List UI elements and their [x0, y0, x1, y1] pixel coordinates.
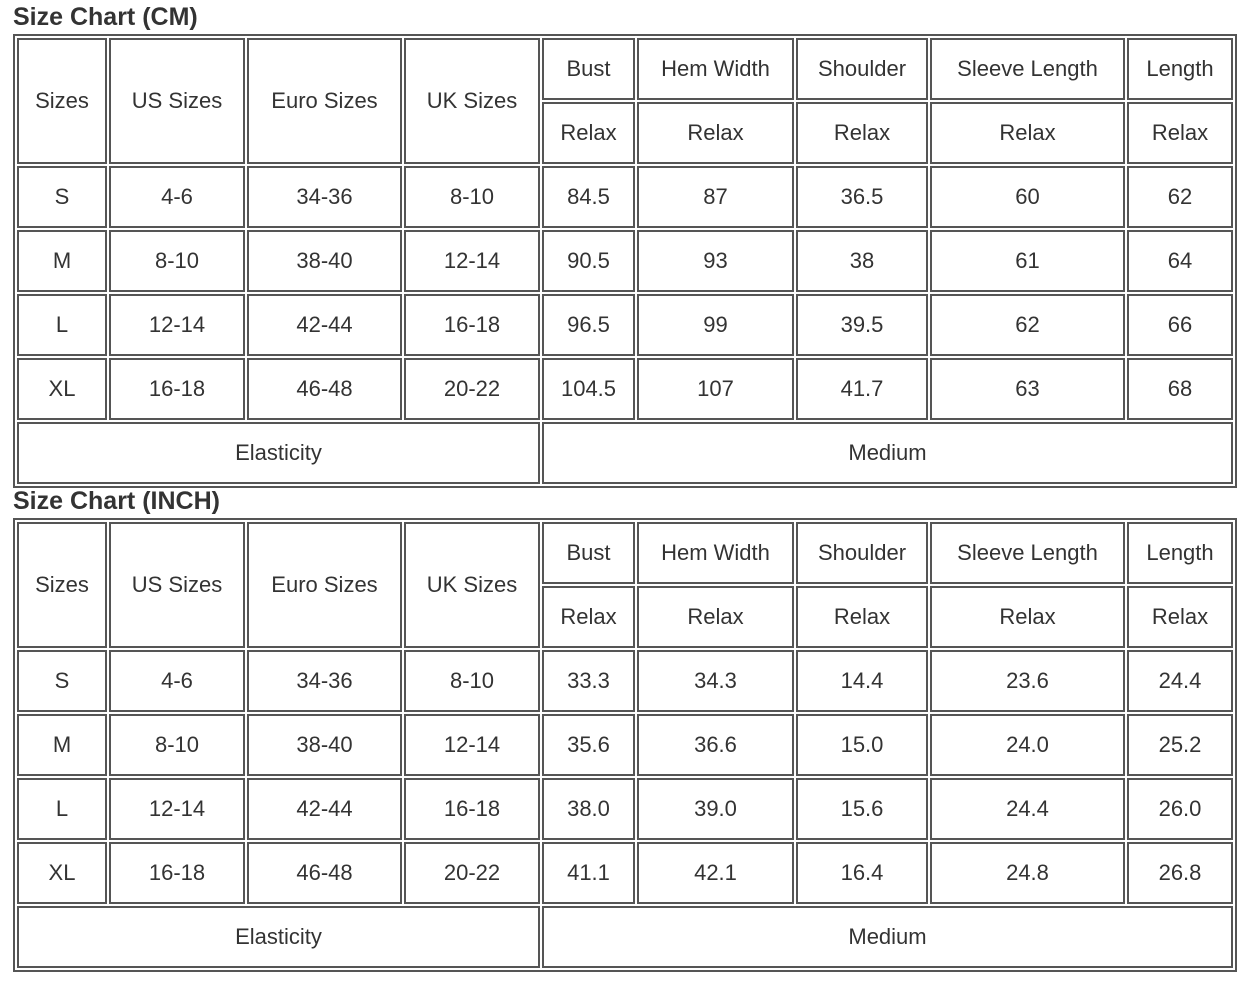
cell-bust: 38.0: [542, 778, 635, 840]
fit-label: Relax: [796, 102, 928, 164]
cell-sleeve-length: 24.4: [930, 778, 1125, 840]
cell-size: XL: [17, 842, 107, 904]
fit-label: Relax: [637, 586, 794, 648]
table-row: [17, 650, 1233, 712]
header-shoulder: Shoulder: [796, 522, 928, 584]
cell-uk: 20-22: [404, 842, 540, 904]
fit-label: Relax: [1127, 102, 1233, 164]
cell-shoulder: 16.4: [796, 842, 928, 904]
fit-label: Relax: [542, 102, 635, 164]
cell-hem-width: 99: [637, 294, 794, 356]
cell-euro: 38-40: [247, 230, 402, 292]
cell-us: 4-6: [109, 650, 245, 712]
cell-bust: 35.6: [542, 714, 635, 776]
cell-length: 26.0: [1127, 778, 1233, 840]
cell-bust: 84.5: [542, 166, 635, 228]
header-hem-width: Hem Width: [637, 522, 794, 584]
cell-size: L: [17, 778, 107, 840]
cell-length: 26.8: [1127, 842, 1233, 904]
elasticity-label: Elasticity: [17, 906, 540, 968]
cell-uk: 8-10: [404, 650, 540, 712]
cell-sleeve-length: 61: [930, 230, 1125, 292]
cell-sleeve-length: 23.6: [930, 650, 1125, 712]
table-row: [17, 842, 1233, 904]
cell-euro: 42-44: [247, 294, 402, 356]
cell-shoulder: 38: [796, 230, 928, 292]
header-uk-sizes: UK Sizes: [404, 38, 540, 164]
cell-uk: 12-14: [404, 714, 540, 776]
cell-size: M: [17, 230, 107, 292]
cell-size: L: [17, 294, 107, 356]
cell-euro: 34-36: [247, 650, 402, 712]
cell-hem-width: 36.6: [637, 714, 794, 776]
cell-euro: 34-36: [247, 166, 402, 228]
cell-length: 68: [1127, 358, 1233, 420]
cell-length: 66: [1127, 294, 1233, 356]
cell-length: 62: [1127, 166, 1233, 228]
cell-sleeve-length: 60: [930, 166, 1125, 228]
table-row: [17, 294, 1233, 356]
header-bust: Bust: [542, 38, 635, 100]
table-row: [17, 166, 1233, 228]
cell-us: 4-6: [109, 166, 245, 228]
table-row: [17, 778, 1233, 840]
cell-size: S: [17, 650, 107, 712]
cell-shoulder: 15.0: [796, 714, 928, 776]
cell-sleeve-length: 63: [930, 358, 1125, 420]
cell-us: 8-10: [109, 230, 245, 292]
header-bust: Bust: [542, 522, 635, 584]
fit-label: Relax: [1127, 586, 1233, 648]
header-sleeve-length: Sleeve Length: [930, 38, 1125, 100]
cell-size: XL: [17, 358, 107, 420]
fit-label: Relax: [542, 586, 635, 648]
footer-row: [17, 906, 1233, 968]
cell-bust: 90.5: [542, 230, 635, 292]
header-row: [17, 38, 1233, 100]
cell-euro: 46-48: [247, 842, 402, 904]
cell-length: 24.4: [1127, 650, 1233, 712]
cell-hem-width: 93: [637, 230, 794, 292]
cell-hem-width: 107: [637, 358, 794, 420]
header-shoulder: Shoulder: [796, 38, 928, 100]
fit-label: Relax: [930, 586, 1125, 648]
header-length: Length: [1127, 38, 1233, 100]
header-sizes: Sizes: [17, 38, 107, 164]
elasticity-label: Elasticity: [17, 422, 540, 484]
cell-sleeve-length: 24.8: [930, 842, 1125, 904]
header-sleeve-length: Sleeve Length: [930, 522, 1125, 584]
fit-label: Relax: [796, 586, 928, 648]
cell-uk: 16-18: [404, 778, 540, 840]
cell-us: 16-18: [109, 358, 245, 420]
cell-size: S: [17, 166, 107, 228]
header-sizes: Sizes: [17, 522, 107, 648]
header-us-sizes: US Sizes: [109, 38, 245, 164]
cell-us: 12-14: [109, 294, 245, 356]
cell-size: M: [17, 714, 107, 776]
header-length: Length: [1127, 522, 1233, 584]
size-chart-inch-title: Size Chart (INCH): [13, 487, 220, 515]
cell-uk: 8-10: [404, 166, 540, 228]
cell-bust: 33.3: [542, 650, 635, 712]
cell-shoulder: 41.7: [796, 358, 928, 420]
cell-uk: 16-18: [404, 294, 540, 356]
cell-length: 25.2: [1127, 714, 1233, 776]
cell-euro: 38-40: [247, 714, 402, 776]
cell-hem-width: 34.3: [637, 650, 794, 712]
header-row: [17, 522, 1233, 584]
table-row: [17, 358, 1233, 420]
cell-us: 8-10: [109, 714, 245, 776]
fit-label: Relax: [930, 102, 1125, 164]
cell-shoulder: 36.5: [796, 166, 928, 228]
fit-label: Relax: [637, 102, 794, 164]
size-chart-inch-table: [13, 518, 1237, 972]
cell-uk: 20-22: [404, 358, 540, 420]
size-chart-cm-title: Size Chart (CM): [13, 3, 198, 31]
header-hem-width: Hem Width: [637, 38, 794, 100]
cell-hem-width: 87: [637, 166, 794, 228]
size-chart-cm-table: [13, 34, 1237, 488]
header-uk-sizes: UK Sizes: [404, 522, 540, 648]
cell-shoulder: 39.5: [796, 294, 928, 356]
cell-hem-width: 42.1: [637, 842, 794, 904]
cell-sleeve-length: 62: [930, 294, 1125, 356]
header-euro-sizes: Euro Sizes: [247, 38, 402, 164]
cell-length: 64: [1127, 230, 1233, 292]
cell-bust: 41.1: [542, 842, 635, 904]
header-euro-sizes: Euro Sizes: [247, 522, 402, 648]
elasticity-value: Medium: [542, 422, 1233, 484]
cell-us: 16-18: [109, 842, 245, 904]
header-us-sizes: US Sizes: [109, 522, 245, 648]
footer-row: [17, 422, 1233, 484]
cell-shoulder: 14.4: [796, 650, 928, 712]
cell-euro: 42-44: [247, 778, 402, 840]
cell-uk: 12-14: [404, 230, 540, 292]
cell-sleeve-length: 24.0: [930, 714, 1125, 776]
cell-euro: 46-48: [247, 358, 402, 420]
table-row: [17, 714, 1233, 776]
cell-shoulder: 15.6: [796, 778, 928, 840]
cell-hem-width: 39.0: [637, 778, 794, 840]
table-row: [17, 230, 1233, 292]
cell-us: 12-14: [109, 778, 245, 840]
cell-bust: 104.5: [542, 358, 635, 420]
elasticity-value: Medium: [542, 906, 1233, 968]
cell-bust: 96.5: [542, 294, 635, 356]
